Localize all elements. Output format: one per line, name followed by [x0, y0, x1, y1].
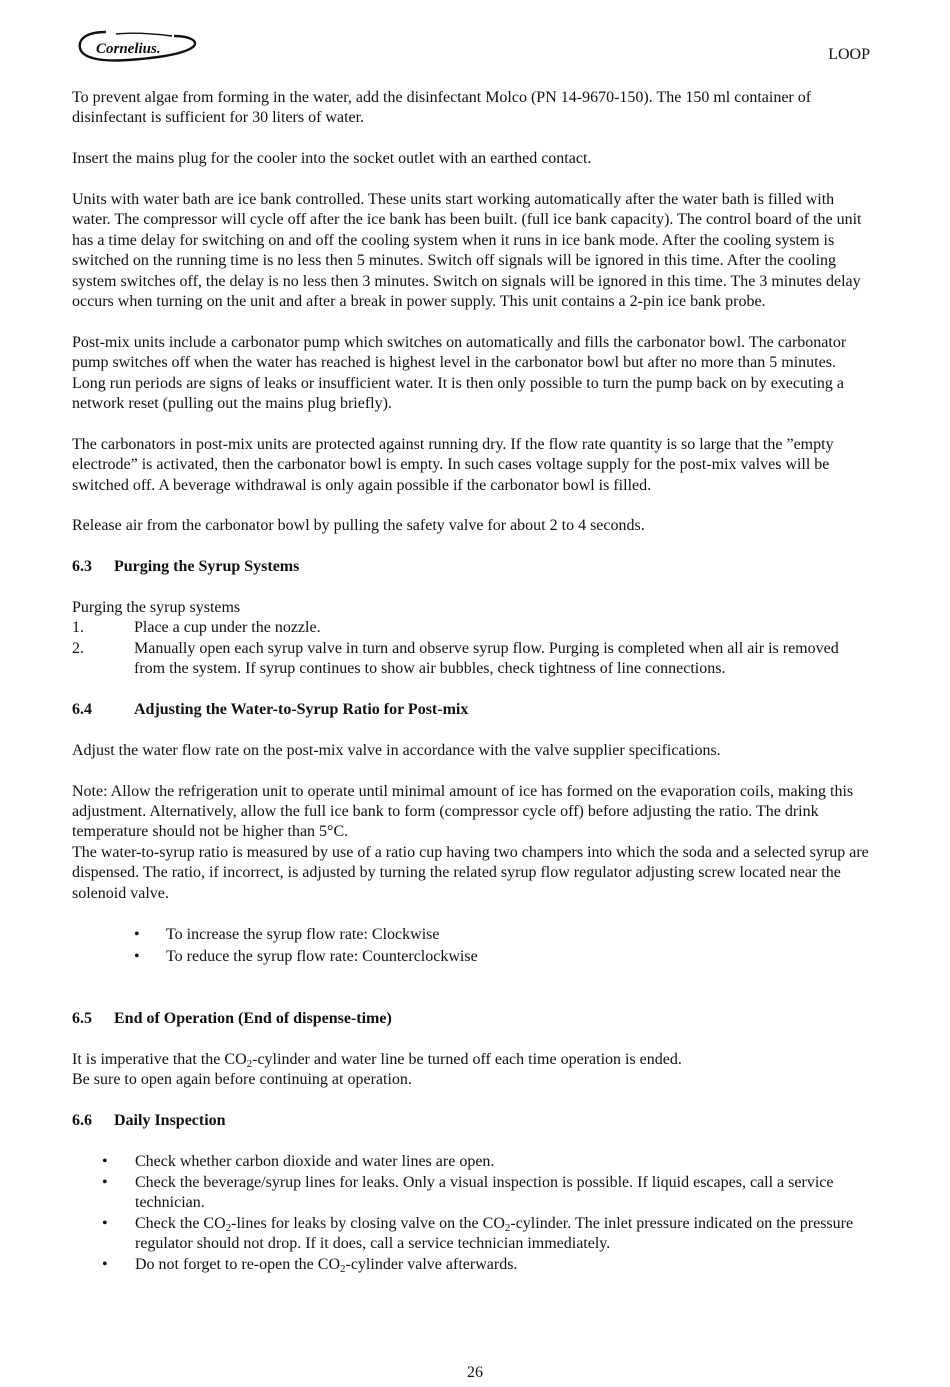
flow-rate-bullets [72, 924, 872, 968]
section-title: Adjusting the Water-to-Syrup Ratio for Post-mix [134, 701, 469, 719]
bullet-text: Check the beverage/syrup lines for leaks. Only a visual inspection is possible. If liquid escapes, call a service technician. [135, 1173, 834, 1212]
section-title: Daily Inspection [114, 1112, 226, 1130]
paragraph-mains-plug: Insert the mains plug for the cooler into the socket outlet with an earthed contact. [72, 150, 592, 168]
paragraph-release-air: Release air from the carbonator bowl by pulling the safety valve for about 2 to 4 seconds. [72, 517, 645, 535]
page-content [72, 88, 872, 1276]
section-number: 6.6 [72, 1112, 92, 1130]
bullet-text: Check the $CO_2$-lines for leaks by closing valve on the $CO_2$-cylinder. The inlet pressure indicated on the pressure regulator should not drop. If it does, call a service technician immediately. [135, 1214, 854, 1253]
paragraph-ratio-cup: The water-to-syrup ratio is measured by use of a ratio cup having two champers into which the soda and a selected syrup are dispensed. The ratio, if incorrect, is adjusted by turning the related syrup flow regulator adjusting screw located near the solenoid valve. [72, 843, 869, 902]
bullet-icon: • [134, 926, 140, 944]
heading-6-3 [72, 557, 872, 577]
step-number: 1. [72, 619, 84, 637]
bullet-text: Check whether carbon dioxide and water lines are open. [135, 1153, 495, 1171]
list-item [72, 1214, 872, 1255]
list-item [72, 924, 872, 946]
paragraph-note: Note: Allow the refrigeration unit to operate until minimal amount of ice has formed on the evaporation coils, making this adjustment. Alternatively, allow the full ice bank to form (compressor cycle off) before adjusting the ratio. The drink temperature should not be higher than 5°C. [72, 782, 854, 841]
bullet-icon: • [102, 1214, 108, 1232]
header-section-label: LOOP [828, 46, 870, 63]
paragraph-disinfectant: To prevent algae from forming in the water, add the disinfectant Molco (PN 14-9670-150). The 150 ml container of disinfectant is sufficient for 30 liters of water. [72, 89, 812, 127]
list-item [72, 1173, 872, 1214]
list-item [72, 1152, 872, 1173]
section-number: 6.4 [72, 701, 92, 719]
list-item [72, 639, 872, 680]
list-item [72, 618, 872, 638]
section-title: Purging the Syrup Systems [114, 558, 300, 576]
daily-inspection-bullets [72, 1152, 872, 1276]
end-operation-line-2: Be sure to open again before continuing at operation. [72, 1071, 412, 1089]
bullet-icon: • [102, 1153, 108, 1171]
heading-6-4 [72, 700, 872, 720]
end-operation-line-1: It is imperative that the $CO_2$-cylinder and water line be turned off each time operation is ended. [72, 1051, 682, 1071]
paragraph-carbonator-pump: Post-mix units include a carbonator pump which switches on automatically and fills the carbonator bowl. The carbonator pump switches off when the water has reached is highest level in the carbonator bowl but after no more than 5 minutes. Long run periods are signs of leaks or insufficient water. It is then only possible to turn the pump back on by executing a network reset (pulling out the mains plug briefly). [72, 333, 847, 413]
paragraph-adjust-flow: Adjust the water flow rate on the post-mix valve in accordance with the valve supplier specifications. [72, 741, 721, 759]
paragraph-carbonator-dry: The carbonators in post-mix units are protected against running dry. If the flow rate quantity is so large that the ”empty electrode” is activated, then the carbonator bowl is empty. In such cases voltage supply for the post-mix valves will be switched off. A beverage withdrawal is only again possible if the carbonator bowl is filled. [72, 435, 834, 494]
bullet-icon: • [134, 948, 140, 966]
paragraph-ice-bank: Units with water bath are ice bank controlled. These units start working automatically after the water bath is filled with water. The compressor will cycle off after the ice bank has been built. (full ice bank capacity). The control board of the unit has a time delay for switching on and off the cooling system when it runs in ice bank mode. After the cooling system is switched on the running time is no less then 5 minutes. Switch off signals will be ignored in this time. After the cooling system switches off, the delay is no less then 3 minutes. Switch on signals will be ignored in this time. The 3 minutes delay occurs when turning on the unit and after a break in power supply. This unit contains a 2-pin ice bank probe. [72, 191, 862, 311]
cornelius-logo [76, 26, 200, 66]
bullet-text: Do not forget to re-open the $CO_2$-cylinder valve afterwards. [135, 1256, 518, 1276]
step-text: Place a cup under the nozzle. [134, 619, 321, 637]
step-text: Manually open each syrup valve in turn and observe syrup flow. Purging is completed when all air is removed from the system. If syrup continues to show air bubbles, check tightness of line connections. [134, 639, 839, 678]
heading-6-5 [72, 1009, 872, 1029]
bullet-icon: • [102, 1256, 108, 1274]
section-number: 6.3 [72, 558, 92, 576]
step-number: 2. [72, 639, 84, 657]
list-item [72, 946, 872, 968]
heading-6-6 [72, 1111, 872, 1131]
purging-steps [72, 618, 872, 679]
section-number: 6.5 [72, 1010, 92, 1028]
page-number: 26 [467, 1364, 483, 1381]
bullet-icon: • [102, 1173, 108, 1191]
svg-text:Cornelius.: Cornelius. [96, 41, 161, 57]
bullet-text: To reduce the syrup flow rate: Counterclockwise [166, 948, 478, 966]
list-item [72, 1255, 872, 1276]
bullet-text: To increase the syrup flow rate: Clockwise [166, 926, 440, 944]
purging-intro: Purging the syrup systems [72, 599, 241, 617]
section-title: End of Operation (End of dispense-time) [114, 1010, 392, 1028]
